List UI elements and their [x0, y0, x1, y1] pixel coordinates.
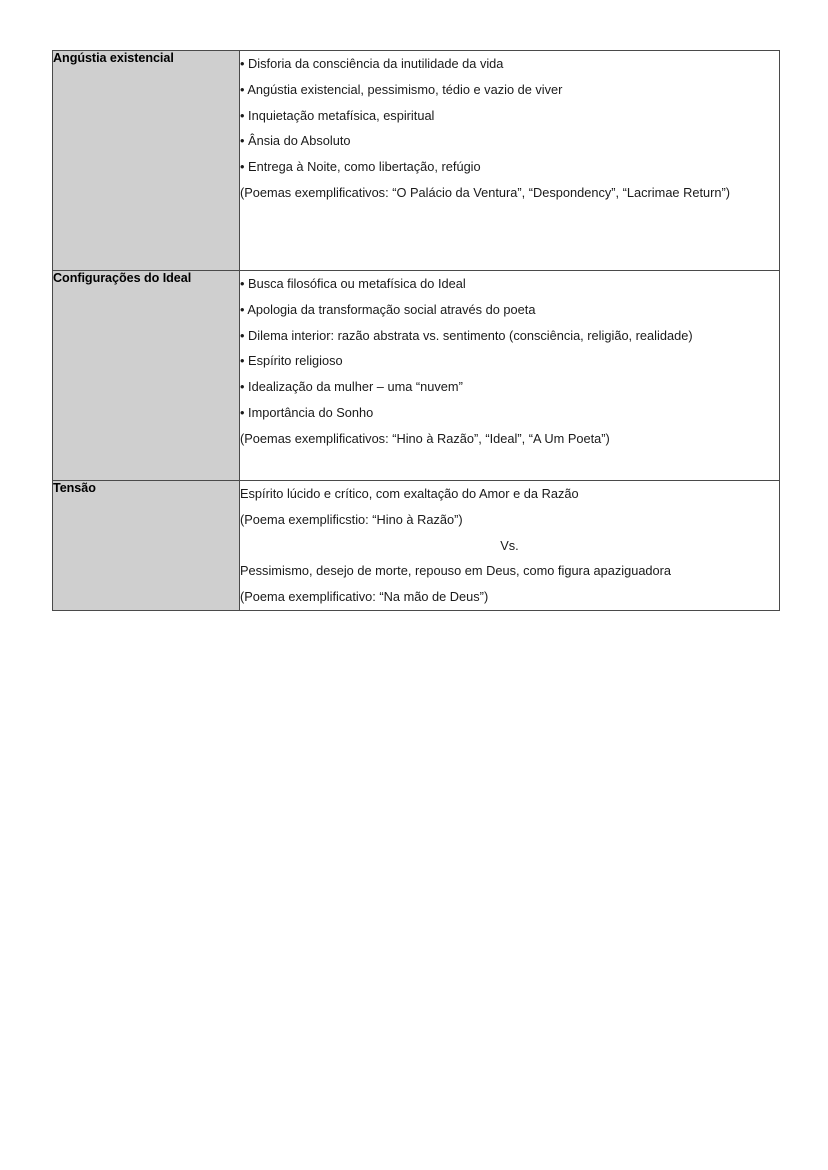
category-cell-tensao [53, 481, 240, 611]
content-cell-tensao [240, 481, 780, 611]
category-cell-angustia-existencial [53, 51, 240, 271]
bullet-item: • Idealização da mulher – uma “nuvem” [240, 379, 463, 395]
tension-statement-second: Pessimismo, desejo de morte, repouso em Deus, como figura apaziguadora [240, 563, 672, 579]
tension-statement-first: Espírito lúcido e crítico, com exaltação do Amor e da Razão [240, 486, 579, 501]
bullet-item: • Disforia da consciência da inutilidade da vida [240, 56, 504, 71]
table-body [53, 51, 780, 611]
example-poems-note: (Poemas exemplificativos: “O Palácio da Ventura”, “Despondency”, “Lacrimae Return”) [240, 184, 731, 200]
versus-separator: Vs. [500, 537, 519, 553]
bullet-item: • Angústia existencial, pessimismo, tédio e vazio de viver [240, 81, 563, 97]
table-row [53, 51, 780, 271]
bullet-item: • Dilema interior: razão abstrata vs. sentimento (consciência, religião, realidade) [240, 327, 693, 343]
bullet-item: • Inquietação metafísica, espiritual [240, 107, 435, 123]
bullet-item: • Apologia da transformação social através do poeta [240, 301, 536, 317]
category-label: Angústia existencial [53, 51, 174, 65]
bullet-item: • Espírito religioso [240, 353, 343, 369]
bullet-item: • Entrega à Noite, como libertação, refúgio [240, 159, 481, 175]
bullet-item: • Ânsia do Absoluto [240, 133, 351, 149]
table-container [52, 50, 778, 611]
table-row [53, 481, 780, 611]
bullet-item: • Importância do Sonho [240, 404, 374, 420]
example-poems-note: (Poemas exemplificativos: “Hino à Razão”, “Ideal”, “A Um Poeta”) [240, 430, 610, 446]
analysis-table [52, 50, 780, 611]
content-cell-angustia-existencial [240, 51, 780, 271]
table-row [53, 271, 780, 481]
example-poem-note-second: (Poema exemplificativo: “Na mão de Deus”) [240, 589, 489, 605]
category-cell-configuracoes-do-ideal [53, 271, 240, 481]
bullet-item: • Busca filosófica ou metafísica do Ideal [240, 276, 466, 291]
category-label: Tensão [53, 481, 96, 495]
category-label: Configurações do Ideal [53, 271, 192, 285]
content-cell-configuracoes-do-ideal [240, 271, 780, 481]
example-poem-note-first: (Poema exemplificstio: “Hino à Razão”) [240, 511, 463, 527]
